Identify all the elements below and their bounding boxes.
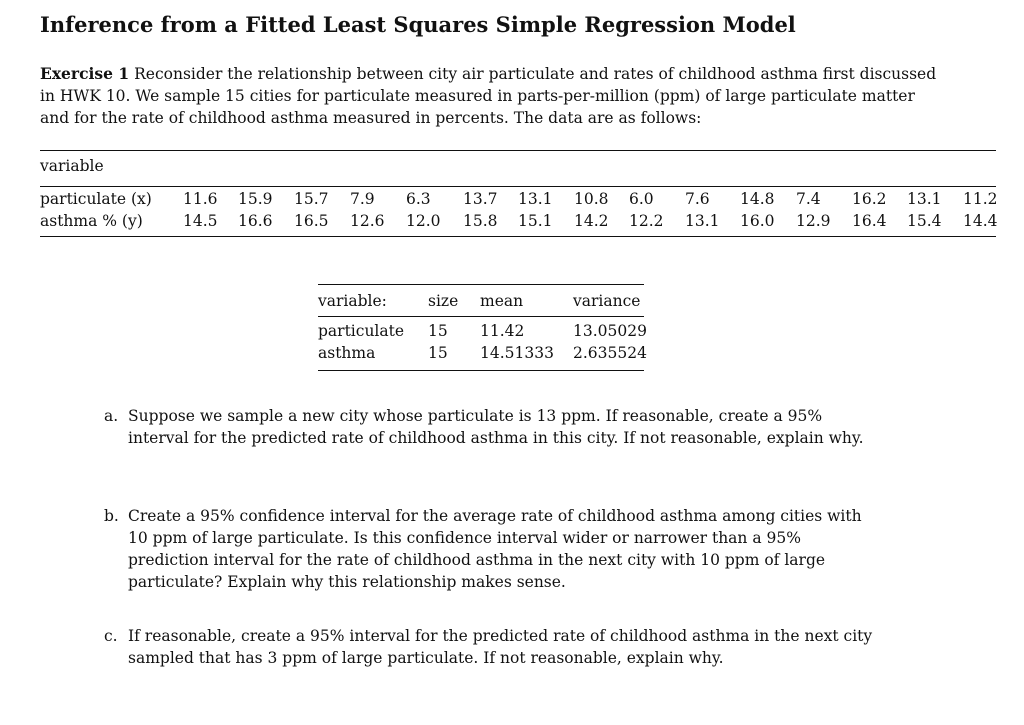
table-cell: 10.8 bbox=[574, 190, 609, 208]
summary-cell: 15 bbox=[428, 322, 448, 340]
table-cell: 7.4 bbox=[796, 190, 821, 208]
table-top-rule bbox=[40, 150, 996, 151]
row-label: asthma % (y) bbox=[40, 212, 143, 230]
table-cell: 16.0 bbox=[740, 212, 775, 230]
question-marker: a. bbox=[104, 407, 119, 425]
table-cell: 7.6 bbox=[685, 190, 710, 208]
table-cell: 13.1 bbox=[685, 212, 720, 230]
table-cell: 13.1 bbox=[518, 190, 553, 208]
question-text: Create a 95% confidence interval for the average rate of childhood asthma among cities with 10 ppm of large particulate. Is this confidence interval wider or narrower than a 95% prediction interval for the rate of childhood asthma in the next city with 10 ppm of large particulate? Explain why this relationship makes sense. bbox=[128, 507, 862, 591]
summary-header-cell: variable: bbox=[318, 292, 387, 310]
table-cell: 14.8 bbox=[740, 190, 775, 208]
table-cell: 6.3 bbox=[406, 190, 431, 208]
question-b bbox=[104, 505, 879, 593]
summary-cell: particulate bbox=[318, 322, 405, 340]
summary-cell: 11.42 bbox=[480, 322, 525, 340]
summary-header-cell: mean bbox=[480, 292, 524, 310]
summary-cell: 2.635524 bbox=[573, 344, 647, 362]
page-title: Inference from a Fitted Least Squares Simple Regression Model bbox=[40, 12, 796, 37]
table-cell: 16.4 bbox=[852, 212, 887, 230]
question-text: Suppose we sample a new city whose particulate is 13 ppm. If reasonable, create a 95% interval for the predicted rate of childhood asthma in this city. If not reasonable, explain why. bbox=[128, 407, 864, 447]
summary-top-rule bbox=[318, 284, 644, 285]
table-cell: 11.6 bbox=[183, 190, 218, 208]
table-header: variable bbox=[40, 157, 104, 175]
table-cell: 12.2 bbox=[629, 212, 664, 230]
summary-header-cell: size bbox=[428, 292, 459, 310]
summary-cell: 13.05029 bbox=[573, 322, 647, 340]
question-marker: b. bbox=[104, 507, 119, 525]
table-cell: 14.4 bbox=[963, 212, 998, 230]
table-cell: 15.8 bbox=[463, 212, 498, 230]
question-c bbox=[104, 625, 879, 669]
table-cell: 15.9 bbox=[238, 190, 273, 208]
table-cell: 11.2 bbox=[963, 190, 998, 208]
row-label: particulate (x) bbox=[40, 190, 152, 208]
question-text: If reasonable, create a 95% interval for the predicted rate of childhood asthma in the next city sampled that has 3 ppm of large particulate. If not reasonable, explain why. bbox=[128, 627, 873, 667]
summary-cell: 15 bbox=[428, 344, 448, 362]
summary-header-rule bbox=[318, 316, 644, 317]
summary-cell: asthma bbox=[318, 344, 376, 362]
table-cell: 14.2 bbox=[574, 212, 609, 230]
table-cell: 6.0 bbox=[629, 190, 654, 208]
summary-bottom-rule bbox=[318, 370, 644, 371]
table-cell: 15.7 bbox=[294, 190, 329, 208]
table-cell: 12.6 bbox=[350, 212, 385, 230]
table-cell: 16.6 bbox=[238, 212, 273, 230]
table-cell: 12.9 bbox=[796, 212, 831, 230]
table-bottom-rule bbox=[40, 236, 996, 237]
table-cell: 12.0 bbox=[406, 212, 441, 230]
table-cell: 13.1 bbox=[907, 190, 942, 208]
table-cell: 13.7 bbox=[463, 190, 498, 208]
summary-header-cell: variance bbox=[573, 292, 641, 310]
table-cell: 16.2 bbox=[852, 190, 887, 208]
table-cell: 14.5 bbox=[183, 212, 218, 230]
summary-cell: 14.51333 bbox=[480, 344, 554, 362]
exercise-label: Exercise 1 bbox=[40, 64, 130, 83]
table-cell: 15.4 bbox=[907, 212, 942, 230]
table-cell: 15.1 bbox=[518, 212, 553, 230]
table-cell: 7.9 bbox=[350, 190, 375, 208]
question-marker: c. bbox=[104, 627, 118, 645]
table-header-rule bbox=[40, 186, 996, 187]
table-cell: 16.5 bbox=[294, 212, 329, 230]
question-a bbox=[104, 405, 879, 449]
exercise-text: Reconsider the relationship between city air particulate and rates of childhood asthma first discussed in HWK 10. We sample 15 cities for particulate measured in parts-per-million (ppm) of large particulate matter and for the rate of childhood asthma measured in percents. The data are as follows: bbox=[40, 65, 937, 127]
exercise-prompt bbox=[40, 63, 940, 129]
